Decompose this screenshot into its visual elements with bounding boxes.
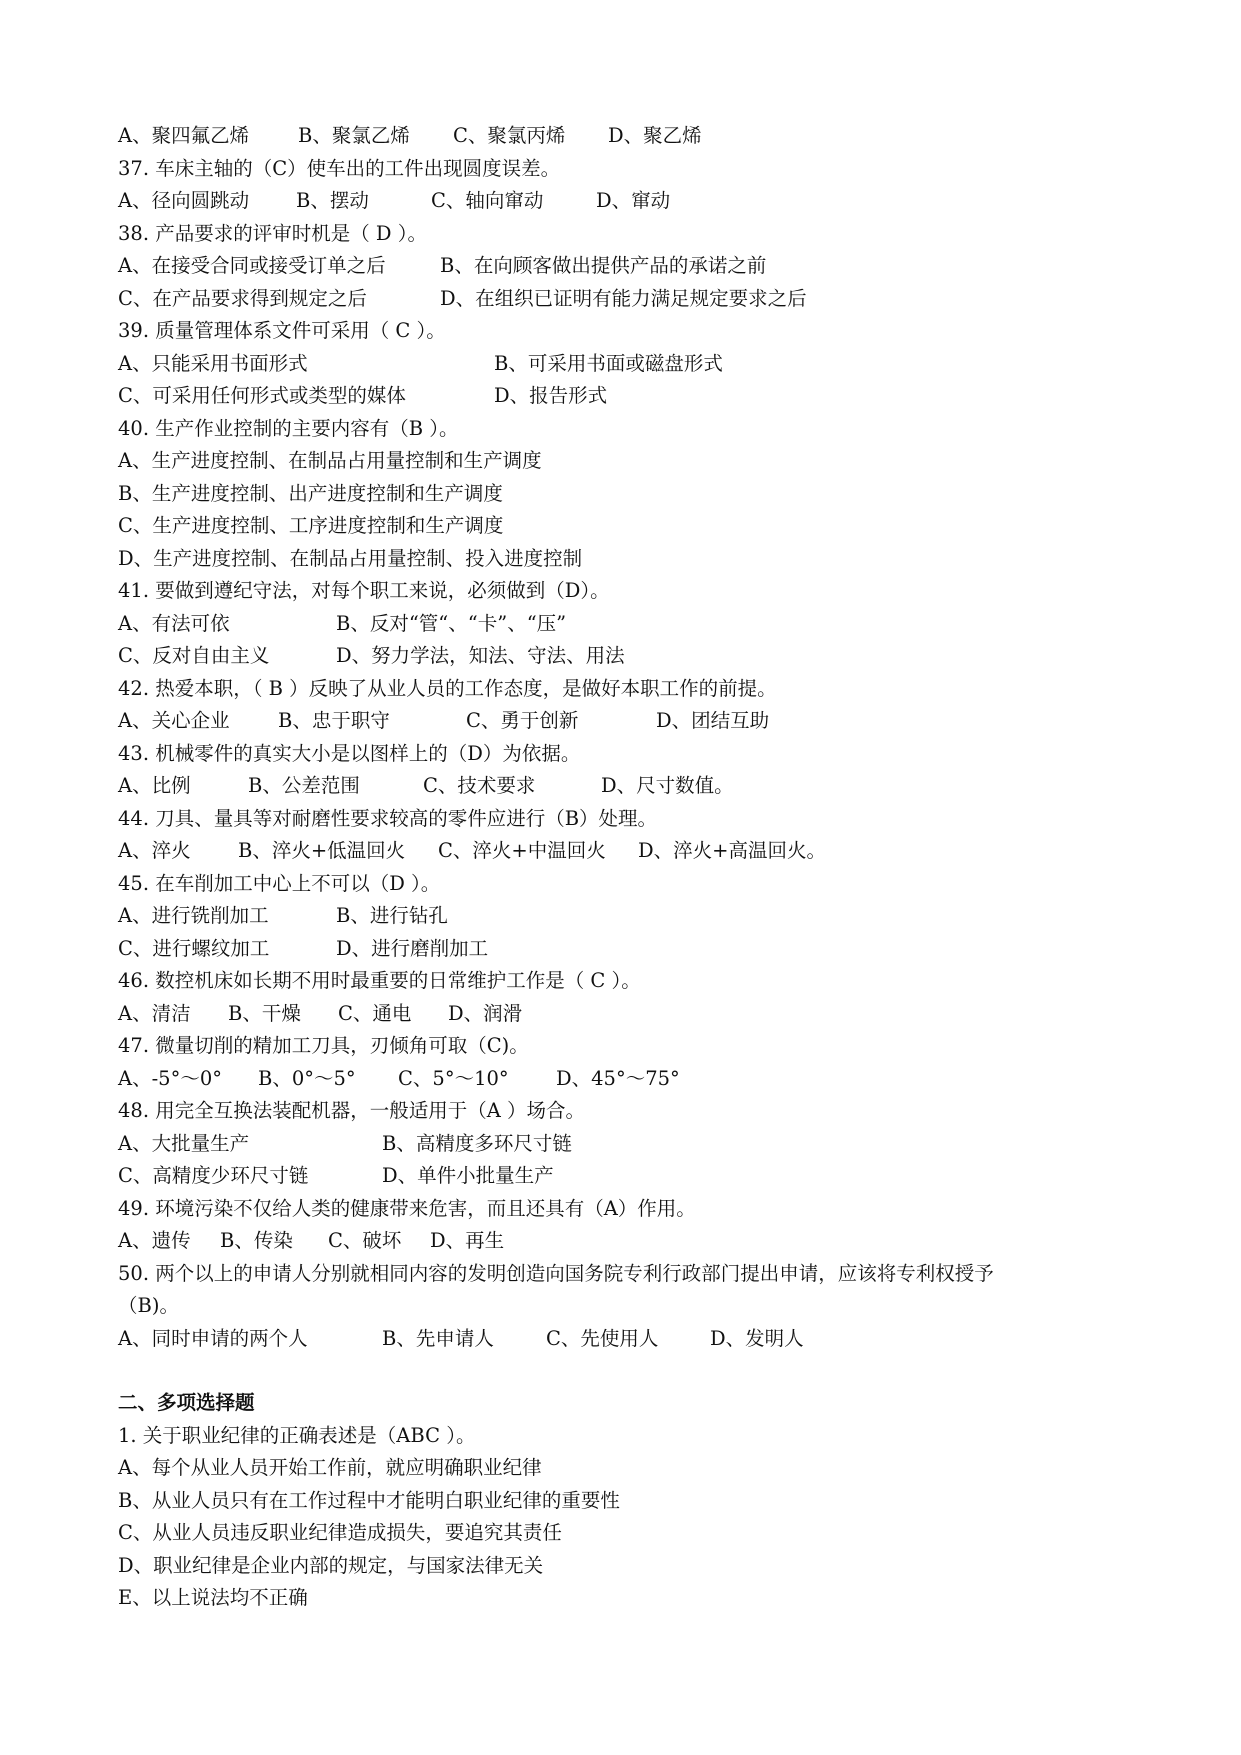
options-row xyxy=(118,608,1128,641)
options-row xyxy=(118,640,1128,673)
options-row xyxy=(118,705,1128,738)
option-item: C、在产品要求得到规定之后 xyxy=(118,286,367,310)
option-item: D、发明人 xyxy=(710,1326,804,1350)
option-item: D、聚乙烯 xyxy=(608,124,702,147)
option-item: B、先申请人 xyxy=(382,1326,494,1350)
option-item: D、窜动 xyxy=(596,189,671,212)
question-line: C、生产进度控制、工序进度控制和生产调度 xyxy=(118,514,504,537)
option-item: D、再生 xyxy=(430,1229,505,1252)
question-line: 49. 环境污染不仅给人类的健康带来危害，而且还具有（A）作用。 xyxy=(118,1196,696,1220)
option-item: B、高精度多环尺寸链 xyxy=(382,1131,572,1155)
options-row xyxy=(118,120,1128,153)
question-line: 50. 两个以上的申请人分别就相同内容的发明创造向国务院专利行政部门提出申请，应该将专利权授予 xyxy=(118,1261,994,1285)
question-line: 40. 生产作业控制的主要内容有（B ）。 xyxy=(118,416,459,440)
option-item: C、勇于创新 xyxy=(466,709,579,732)
option-item: D、进行磨削加工 xyxy=(336,936,489,960)
option-item: C、5°～10° xyxy=(398,1066,509,1090)
options-row xyxy=(118,348,1128,381)
options-row xyxy=(118,283,1128,316)
option-item: C、先使用人 xyxy=(546,1326,659,1350)
option-item: B、可采用书面或磁盘形式 xyxy=(494,351,723,375)
option-item: D、努力学法，知法、守法、用法 xyxy=(336,644,625,667)
question-line: 44. 刀具、量具等对耐磨性要求较高的零件应进行（B）处理。 xyxy=(118,806,658,830)
question-line: 39. 质量管理体系文件可采用（ C ）。 xyxy=(118,319,446,342)
option-item: B、0°～5° xyxy=(258,1066,356,1090)
options-row xyxy=(118,250,1128,283)
options-row xyxy=(118,998,1128,1031)
options-row xyxy=(118,933,1128,966)
option-item: B、传染 xyxy=(220,1229,293,1252)
question-line: 1. 关于职业纪律的正确表述是（ABC ）。 xyxy=(118,1423,476,1447)
option-item: C、轴向窜动 xyxy=(431,189,544,212)
section-gap xyxy=(118,1355,1128,1387)
option-item: D、在组织已证明有能力满足规定要求之后 xyxy=(440,286,807,310)
option-item: C、技术要求 xyxy=(423,774,536,797)
option-item: A、聚四氟乙烯 xyxy=(118,124,250,147)
option-item: B、忠于职守 xyxy=(278,709,390,732)
option-item: A、比例 xyxy=(118,774,191,797)
question-line: 48. 用完全互换法装配机器，一般适用于（A ）场合。 xyxy=(118,1099,585,1122)
option-item: C、破坏 xyxy=(328,1229,402,1252)
options-row xyxy=(118,1160,1128,1193)
question-line: 41. 要做到遵纪守法，对每个职工来说，必须做到（D）。 xyxy=(118,579,610,602)
options-row xyxy=(118,1225,1128,1258)
options-row xyxy=(118,1128,1128,1161)
options-row xyxy=(118,185,1128,218)
options-row xyxy=(118,770,1128,803)
option-item: A、清洁 xyxy=(118,1001,191,1025)
question-line: B、从业人员只有在工作过程中才能明白职业纪律的重要性 xyxy=(118,1488,620,1512)
option-item: C、进行螺纹加工 xyxy=(118,936,270,960)
single-choice-continued xyxy=(118,120,1128,1355)
option-item: A、径向圆跳动 xyxy=(118,189,250,212)
option-item: B、聚氯乙烯 xyxy=(298,124,410,147)
option-item: D、报告形式 xyxy=(494,384,608,407)
question-line: D、生产进度控制、在制品占用量控制、投入进度控制 xyxy=(118,546,583,570)
question-line: B、生产进度控制、出产进度控制和生产调度 xyxy=(118,481,503,505)
multiple-choice-section xyxy=(118,1420,1128,1615)
option-item: A、-5°～0° xyxy=(118,1066,222,1090)
option-item: B、摆动 xyxy=(296,189,369,212)
option-item: A、关心企业 xyxy=(118,709,230,732)
question-line: 45. 在车削加工中心上不可以（D ）。 xyxy=(118,871,441,895)
option-item: B、进行钻孔 xyxy=(336,904,448,927)
question-line: 43. 机械零件的真实大小是以图样上的（D）为依据。 xyxy=(118,741,581,765)
option-item: D、团结互助 xyxy=(656,709,770,732)
question-line: D、职业纪律是企业内部的规定，与国家法律无关 xyxy=(118,1553,544,1577)
option-item: D、润滑 xyxy=(448,1001,523,1025)
option-item: B、在向顾客做出提供产品的承诺之前 xyxy=(440,254,767,277)
option-item: C、高精度少环尺寸链 xyxy=(118,1164,309,1187)
option-item: A、大批量生产 xyxy=(118,1131,250,1155)
option-item: D、淬火+高温回火。 xyxy=(638,839,826,862)
question-line: A、生产进度控制、在制品占用量控制和生产调度 xyxy=(118,449,542,472)
question-line: C、从业人员违反职业纪律造成损失，要追究其责任 xyxy=(118,1521,562,1544)
option-item: C、淬火+中温回火 xyxy=(438,839,606,862)
option-item: A、淬火 xyxy=(118,839,191,862)
section-title: 二、多项选择题 xyxy=(118,1391,255,1414)
option-item: C、通电 xyxy=(338,1001,412,1025)
options-row xyxy=(118,835,1128,868)
option-item: A、进行铣削加工 xyxy=(118,904,269,927)
option-item: B、反对“管“、“卡”、“压” xyxy=(336,611,567,635)
option-item: B、公差范围 xyxy=(248,774,360,797)
option-item: A、有法可依 xyxy=(118,611,230,635)
options-row xyxy=(118,900,1128,933)
question-line: 46. 数控机床如长期不用时最重要的日常维护工作是（ C ）。 xyxy=(118,969,641,992)
option-item: A、同时申请的两个人 xyxy=(118,1326,308,1350)
option-item: A、遗传 xyxy=(118,1229,191,1252)
question-line: 42. 热爱本职，（ B ）反映了从业人员的工作态度，是做好本职工作的前提。 xyxy=(118,676,777,700)
option-item: D、单件小批量生产 xyxy=(382,1164,554,1187)
question-line: 38. 产品要求的评审时机是（ D ）。 xyxy=(118,221,427,245)
options-row xyxy=(118,1323,1128,1356)
option-item: C、可采用任何形式或类型的媒体 xyxy=(118,384,406,407)
question-line: （B)。 xyxy=(118,1294,179,1317)
question-line: A、每个从业人员开始工作前，就应明确职业纪律 xyxy=(118,1456,542,1479)
option-item: B、干燥 xyxy=(228,1001,301,1025)
option-item: A、只能采用书面形式 xyxy=(118,351,308,375)
option-item: C、反对自由主义 xyxy=(118,644,270,667)
option-item: B、淬火+低温回火 xyxy=(238,839,406,862)
question-line: 47. 微量切削的精加工刀具，刃倾角可取（C)。 xyxy=(118,1034,529,1057)
option-item: D、尺寸数值。 xyxy=(601,774,734,797)
option-item: A、在接受合同或接受订单之后 xyxy=(118,254,386,277)
options-row xyxy=(118,1063,1128,1096)
option-item: C、聚氯丙烯 xyxy=(453,124,566,147)
option-item: D、45°～75° xyxy=(556,1066,680,1090)
options-row xyxy=(118,380,1128,413)
question-line: 37. 车床主轴的（C）使车出的工件出现圆度误差。 xyxy=(118,156,561,180)
document-content xyxy=(118,120,1128,1615)
question-line: E、以上说法均不正确 xyxy=(118,1586,308,1609)
